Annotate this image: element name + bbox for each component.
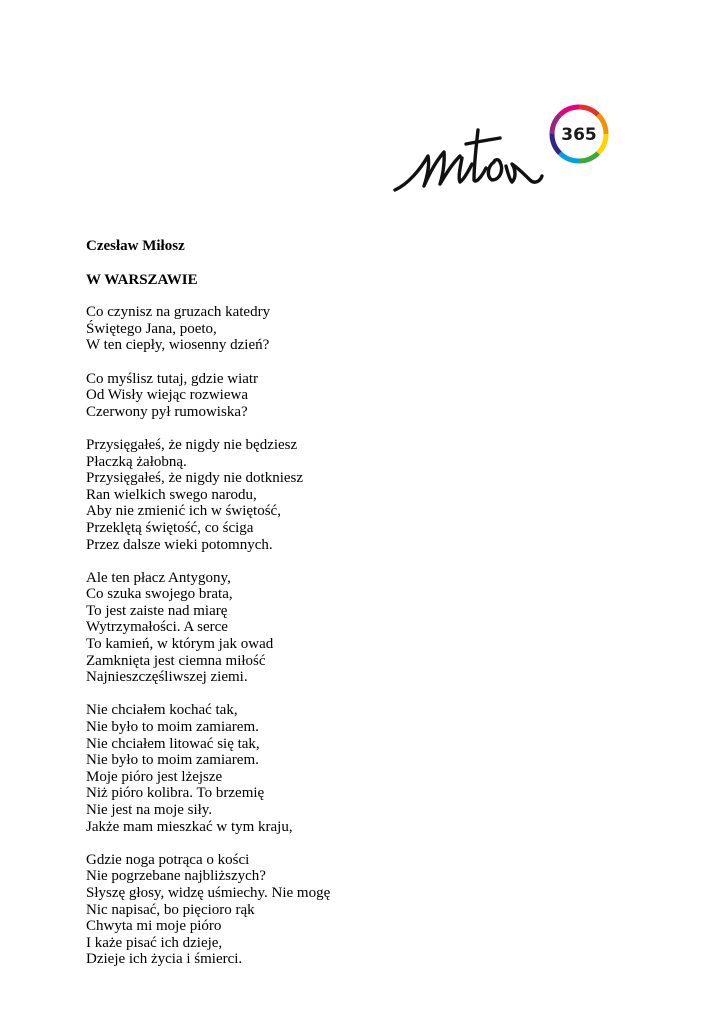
poem-line: Ale ten płacz Antygony, — [86, 569, 231, 586]
poem-line: Od Wisły wiejąc rozwiewa — [86, 387, 248, 404]
poem-line: Nie chciałem litować się tak, — [86, 735, 260, 752]
poem-line: Niż pióro kolibra. To brzemię — [86, 785, 265, 802]
poem-line: W ten ciepły, wiosenny dzień? — [86, 337, 270, 354]
poem-line: Nie pogrzebane najbliższych? — [86, 868, 266, 885]
stanza — [86, 371, 646, 421]
stanza — [86, 570, 646, 686]
poem-line: Przeklętą świętość, co ściga — [86, 519, 254, 536]
poem-body — [86, 304, 646, 968]
poem-line: I każe pisać ich dzieje, — [86, 934, 223, 951]
poem-line: Przysięgałeś, że nigdy nie dotkniesz — [86, 470, 304, 487]
poem-line: Świętego Jana, poeto, — [86, 320, 217, 337]
signature-mark — [395, 130, 542, 190]
poem-author: Czesław Miłosz — [86, 238, 185, 254]
badge-ring — [552, 107, 606, 161]
poem-line: Najnieszczęśliwszej ziemi. — [86, 669, 248, 686]
poem-line: Aby nie zmienić ich w świętość, — [86, 503, 281, 520]
poem-line: Płaczką żałobną. — [86, 453, 187, 470]
poem — [86, 238, 646, 985]
poem-line: Przysięgałeś, że nigdy nie będziesz — [86, 436, 298, 453]
poem-line: To kamień, w którym jak owad — [86, 636, 274, 653]
stanza — [86, 437, 646, 553]
poem-line: Ran wielkich swego narodu, — [86, 486, 257, 503]
poem-line: Zamknięta jest ciemna miłość — [86, 652, 266, 669]
milosz-365-logo — [390, 100, 615, 200]
poem-line: Przez dalsze wieki potomnych. — [86, 536, 273, 553]
poem-line: Nie było to moim zamiarem. — [86, 752, 259, 769]
poem-line: Co szuka swojego brata, — [86, 586, 233, 603]
poem-line: Czerwony pył rumowiska? — [86, 403, 248, 420]
logo-graphic — [390, 100, 615, 200]
poem-line: Moje pióro jest lżejsze — [86, 768, 223, 785]
poem-line: Chwyta mi moje pióro — [86, 918, 222, 935]
poem-line: Gdzie noga potrąca o kości — [86, 851, 250, 868]
stanza — [86, 304, 646, 354]
poem-line: Nie jest na moje siły. — [86, 802, 213, 818]
poem-line: Nie chciałem kochać tak, — [86, 702, 238, 719]
poem-line: Dzieje ich życia i śmierci. — [86, 951, 243, 968]
poem-line: Co myślisz tutaj, gdzie wiatr — [86, 370, 259, 387]
poem-line: Wytrzymałości. A serce — [86, 619, 228, 636]
poem-line: Słyszę głosy, widzę uśmiechy. Nie mogę — [86, 884, 331, 901]
poem-line: Nie było to moim zamiarem. — [86, 719, 259, 736]
stanza — [86, 702, 646, 835]
badge-number: 365 — [561, 125, 597, 145]
poem-title: W WARSZAWIE — [86, 271, 198, 288]
poem-line: Co czynisz na gruzach katedry — [86, 304, 271, 321]
poem-line: Nic napisać, bo pięcioro rąk — [86, 901, 255, 918]
poem-line: Jakże mam mieszkać w tym kraju, — [86, 818, 293, 835]
stanza — [86, 852, 646, 968]
poem-line: To jest zaiste nad miarę — [86, 602, 228, 619]
